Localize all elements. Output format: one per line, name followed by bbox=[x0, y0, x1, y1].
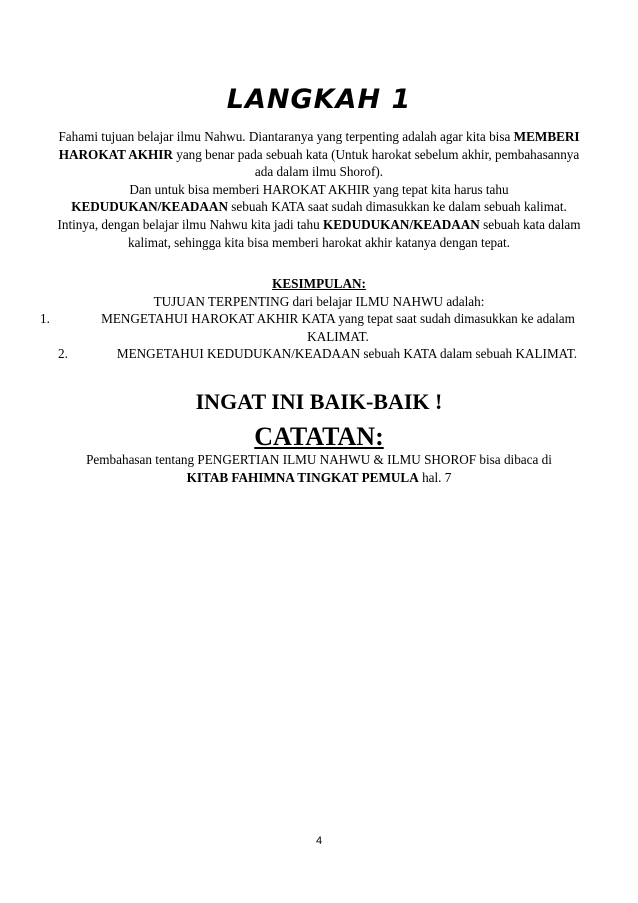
intro-p2-text-b: sebuah KATA saat sudah dimasukkan ke dalam sebuah kalimat. bbox=[227, 199, 567, 215]
intro-paragraph-2 bbox=[56, 181, 582, 216]
catatan-body bbox=[70, 451, 568, 487]
list-item-text: MENGETAHUI KEDUDUKAN/KEADAAN sebuah KATA dalam sebuah KALIMAT. bbox=[116, 346, 578, 362]
kesimpulan-lead: TUJUAN TERPENTING dari belajar ILMU NAHWU adalah: bbox=[153, 293, 485, 309]
intro-p2-text-a: Dan untuk bisa memberi HAROKAT AKHIR yang tepat kita harus tahu bbox=[129, 181, 509, 197]
list-item-number: 2. bbox=[58, 346, 68, 362]
list-item bbox=[40, 345, 600, 363]
intro-p3-text-a: Intinya, dengan belajar ilmu Nahwu kita jadi tahu bbox=[57, 216, 323, 232]
reminder-heading: INGAT INI BAIK-BAIK ! bbox=[195, 389, 443, 414]
intro-p1-text-b: yang benar pada sebuah kata (Untuk harokat sebelum akhir, pembahasannya ada dalam ilmu Shorof). bbox=[172, 146, 580, 180]
intro-p1-text-a: Fahami tujuan belajar ilmu Nahwu. Diantaranya yang terpenting adalah agar kita bisa bbox=[58, 129, 511, 144]
intro-section bbox=[56, 128, 582, 251]
intro-p1-bold: MEMBERI HAROKAT AKHIR bbox=[58, 129, 580, 162]
intro-p2-bold: KEDUDUKAN/KEADAAN bbox=[71, 199, 228, 215]
catatan-book-title: KITAB FAHIMNA TINGKAT PEMULA bbox=[186, 470, 419, 485]
list-item-text: MENGETAHUI HAROKAT AKHIR KATA yang tepat saat sudah dimasukkan ke adalam KALIMAT. bbox=[101, 311, 575, 344]
intro-paragraph-1 bbox=[56, 128, 582, 181]
kesimpulan-section bbox=[0, 275, 638, 310]
intro-p3-text-b: sebuah kata dalam kalimat, sehingga kita bisa memberi harokat akhir katanya dengan tepat. bbox=[128, 216, 581, 250]
catatan-book-page: hal. 7 bbox=[418, 470, 452, 485]
catatan-heading: CATATAN: bbox=[254, 422, 384, 451]
page-number: 4 bbox=[315, 835, 323, 847]
page-title: LANGKAH 1 bbox=[226, 84, 412, 115]
catatan-line-1: Pembahasan tentang PENGERTIAN ILMU NAHWU & ILMU SHOROF bisa dibaca di bbox=[86, 452, 552, 467]
intro-paragraph-3 bbox=[56, 216, 582, 251]
kesimpulan-heading: KESIMPULAN: bbox=[272, 276, 366, 291]
list-item bbox=[40, 310, 600, 345]
intro-p3-bold: KEDUDUKAN/KEADAAN bbox=[323, 216, 480, 232]
list-item-number: 1. bbox=[40, 311, 50, 326]
catatan-line-2 bbox=[70, 469, 568, 487]
kesimpulan-list bbox=[40, 310, 600, 363]
